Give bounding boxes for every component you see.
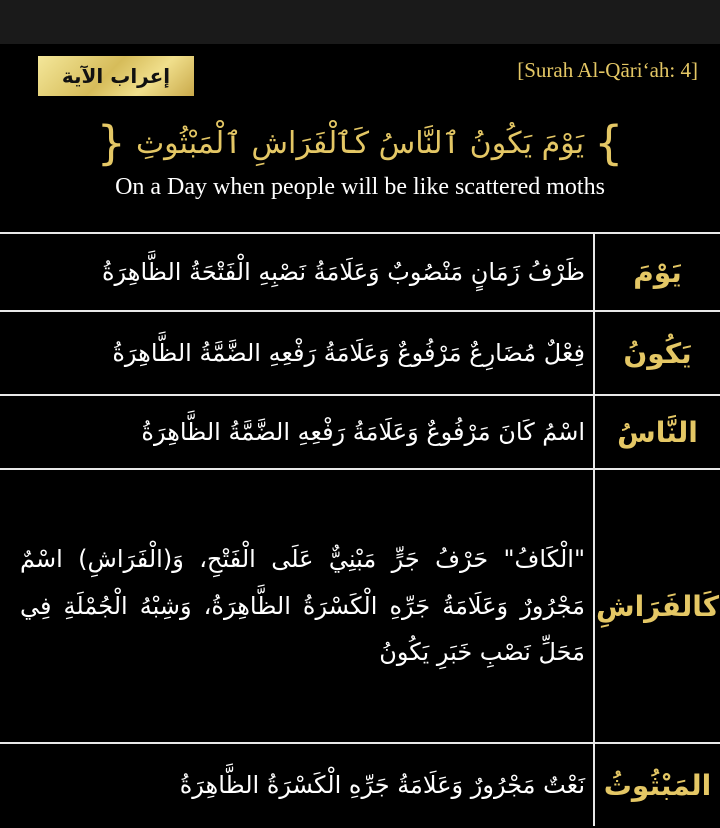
row-word: النَّاسُ — [593, 396, 720, 468]
row-parsing-text: نَعْتٌ مَجْرُورٌ وَعَلَامَةُ جَرِّهِ الْكَسْرَةُ الظَّاهِرَةُ — [179, 770, 585, 799]
surah-reference: [Surah Al-Qāri‘ah: 4] — [517, 58, 698, 82]
row-parsing — [20, 396, 585, 468]
row-word: المَبْثُوثُ — [593, 744, 720, 826]
row-parsing — [20, 470, 585, 742]
verse-close-brace: } — [96, 116, 126, 170]
row-parsing — [20, 312, 585, 394]
row-parsing — [20, 744, 585, 826]
irab-badge: إعراب الآية — [38, 56, 194, 96]
row-parsing — [20, 234, 585, 310]
verse-translation: On a Day when people will be like scattered moths — [115, 174, 605, 200]
table-row — [0, 396, 720, 470]
row-parsing-text: ظَرْفُ زَمَانٍ مَنْصُوبٌ وَعَلَامَةُ نَصْبِهِ الْفَتْحَةُ الظَّاهِرَةُ — [101, 257, 585, 286]
row-word: يَوْمَ — [593, 234, 720, 310]
table-row — [0, 312, 720, 396]
row-word: يَكُونُ — [593, 312, 720, 394]
irab-table — [0, 232, 720, 828]
verse-line — [96, 114, 624, 172]
top-bar — [0, 0, 720, 44]
table-row — [0, 234, 720, 312]
verse-arabic: يَوْمَ يَكُونُ ٱلنَّاسُ كَٱلْفَرَاشِ ٱلْمَبْثُوثِ — [135, 125, 585, 161]
table-row — [0, 470, 720, 744]
row-parsing-text: فِعْلٌ مُضَارِعٌ مَرْفُوعٌ وَعَلَامَةُ رَفْعِهِ الضَّمَّةُ الظَّاهِرَةُ — [112, 338, 585, 367]
row-parsing-text: "الْكَافُ" حَرْفُ جَرٍّ مَبْنِيٌّ عَلَى الْفَتْحِ، وَ(الْفَرَاشِ) اسْمٌ مَجْرُورٌ وَعَلَامَةُ جَرِّهِ الْكَسْرَةُ الظَّاهِرَةُ، وَشِبْهُ الْجُمْلَةِ فِي مَحَلِّ نَصْبِ خَبَرِ يَكُونُ — [20, 544, 585, 667]
verse-open-brace: { — [594, 116, 624, 170]
verse-header — [0, 44, 720, 232]
table-row — [0, 744, 720, 826]
row-parsing-text: اسْمُ كَانَ مَرْفُوعٌ وَعَلَامَةُ رَفْعِهِ الضَّمَّةُ الظَّاهِرَةُ — [141, 417, 585, 446]
row-word: كَالفَرَاشِ — [593, 470, 720, 742]
